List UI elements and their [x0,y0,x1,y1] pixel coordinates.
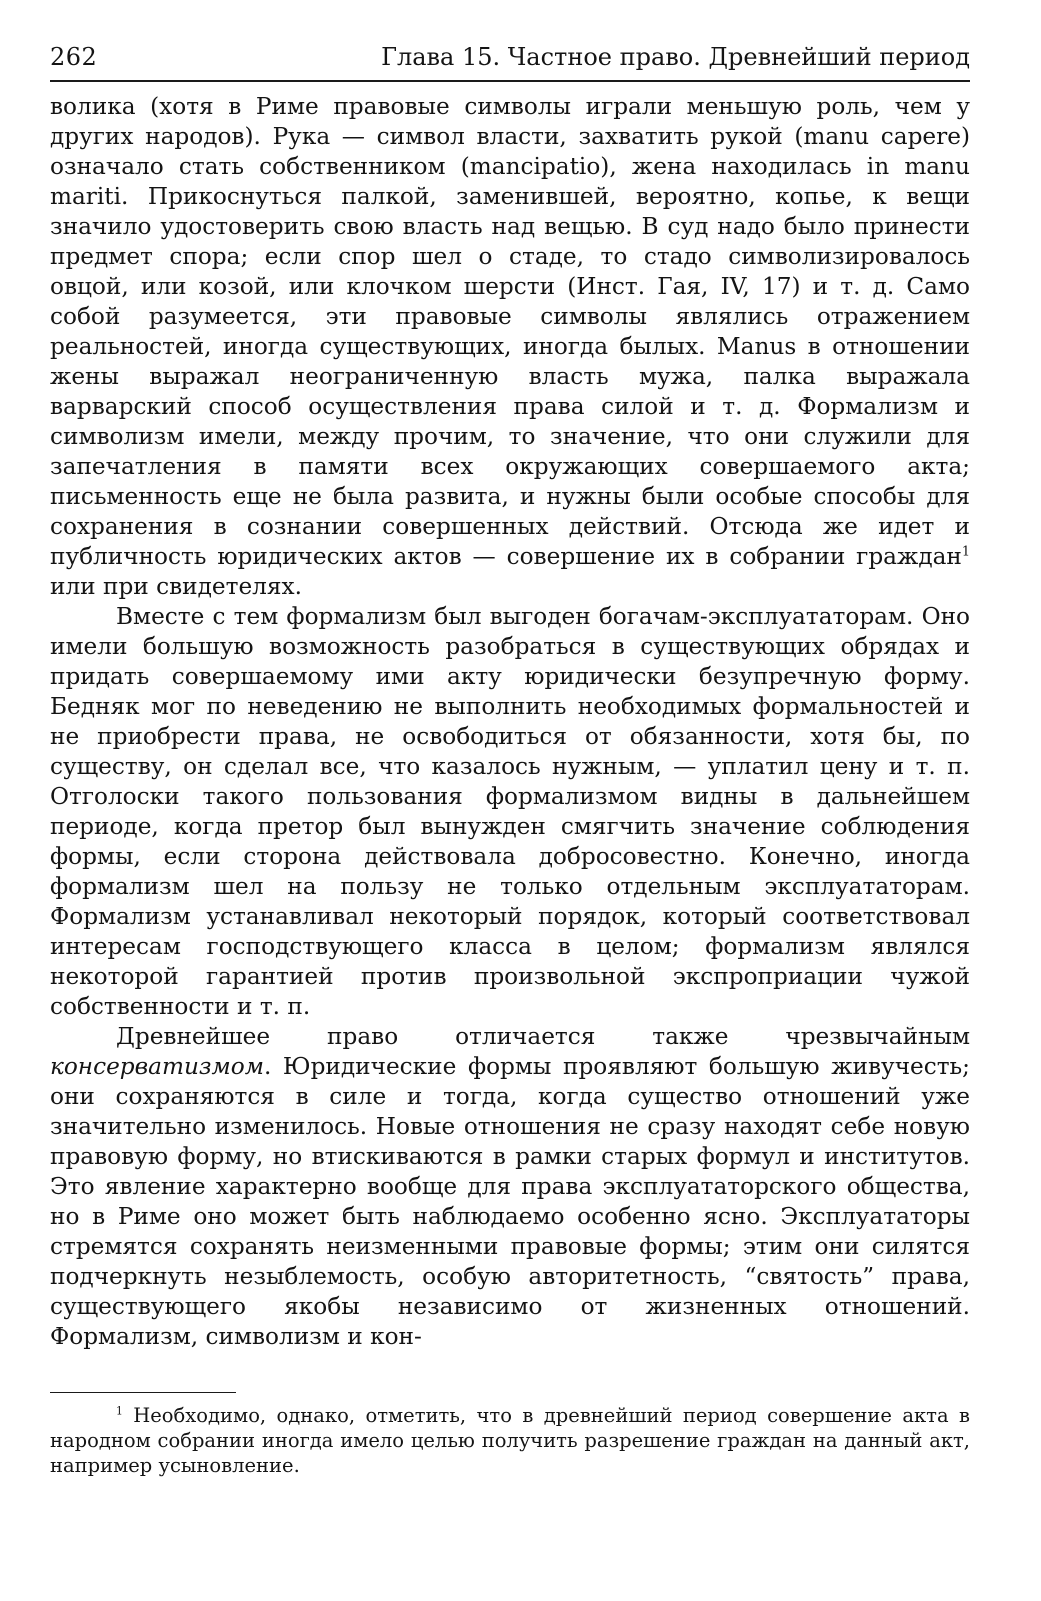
paragraph-3-text-before: Древнейшее право отличается также чрезвычайным [116,1023,970,1050]
paragraph-1-text: волика (хотя в Риме правовые символы играли меньшую роль, чем у других народов). Рука — символ власти, захватить рукой (manu capere) означало стать собственником (mancipatio), жена находилась in manu mariti. Прикоснуться палкой, заменившей, вероятно, копье, к вещи значило удостоверить свою власть над вещью. В суд надо было принести предмет спора; если спор шел о стаде, то стадо символизировалось овцой, или козой, или клочком шерсти (Инст. Гая, IV, 17) и т. д. Само собой разумеется, эти правовые символы являлись отражением реальностей, иногда существующих, иногда былых. Manus в отношении жены выражал неограниченную власть мужа, палка выражала варварский способ осуществления права силой и т. д. Формализм и символизм имели, между прочим, то значение, что они служили для запечатления в памяти всех окружающих совершаемого акта; письменность еще не была развита, и нужны были особые способы для сохранения в сознании совершенных действий. Отсюда же идет и публичность юридических актов — совершение их в собрании граждан [50,93,970,570]
paragraph-2-text: Вместе с тем формализм был выгоден богачам-эксплуататорам. Оно имели большую возможность разобраться в существующих обрядах и придать совершаемому ими акту юридически безупречную форму. Бедняк мог по неведению не выполнить необходимых формальностей и не приобрести права, не освободиться от обязанности, хотя бы, по существу, он сделал все, что казалось нужным, — уплатил цену и т. п. Отголоски такого пользования формализмом видны в дальнейшем периоде, когда претор был вынужден смягчить значение соблюдения формы, если сторона действовала добросовестно. Конечно, иногда формализм шел на пользу не только отдельным эксплуататорам. Формализм устанавливал некоторый порядок, который соответствовал интересам господствующего класса в целом; формализм являлся некоторой гарантией против произвольной экспроприации чужой собственности и т. п. [50,603,970,1020]
footnote-divider [50,1392,236,1393]
footnote [50,1403,970,1478]
paragraph-3-emphasis: консерватизмом [50,1053,264,1080]
book-page [50,38,970,1478]
footnote-mark: 1 [116,1404,123,1418]
footnote-text: Необходимо, однако, отметить, что в древнейший период совершение акта в народном собрании иногда имело целью получить разрешение граждан на данный акт, например усыновление. [50,1404,970,1477]
paragraph-3 [50,1022,970,1352]
paragraph-1-tail: или при свидетелях. [50,573,302,600]
page-number: 262 [50,43,98,71]
running-title: Глава 15. Частное право. Древнейший период [381,43,970,71]
paragraph-1 [50,92,970,602]
body-text [50,92,970,1352]
footnote-reference: 1 [961,544,970,560]
running-header [50,38,970,82]
paragraph-3-text-after: . Юридические формы проявляют большую живучесть; они сохраняются в силе и тогда, когда существо отношений уже значительно изменилось. Новые отношения не сразу находят себе новую правовую форму, но втискиваются в рамки старых формул и институтов. Это явление характерно вообще для права эксплуататорского общества, но в Риме оно может быть наблюдаемо особенно ясно. Эксплуататоры стремятся сохранять неизменными правовые формы; этим они силятся подчеркнуть незыблемость, особую авторитетность, “святость” права, существующего якобы независимо от жизненных отношений. Формализм, символизм и кон- [50,1053,970,1350]
paragraph-2 [50,602,970,1022]
